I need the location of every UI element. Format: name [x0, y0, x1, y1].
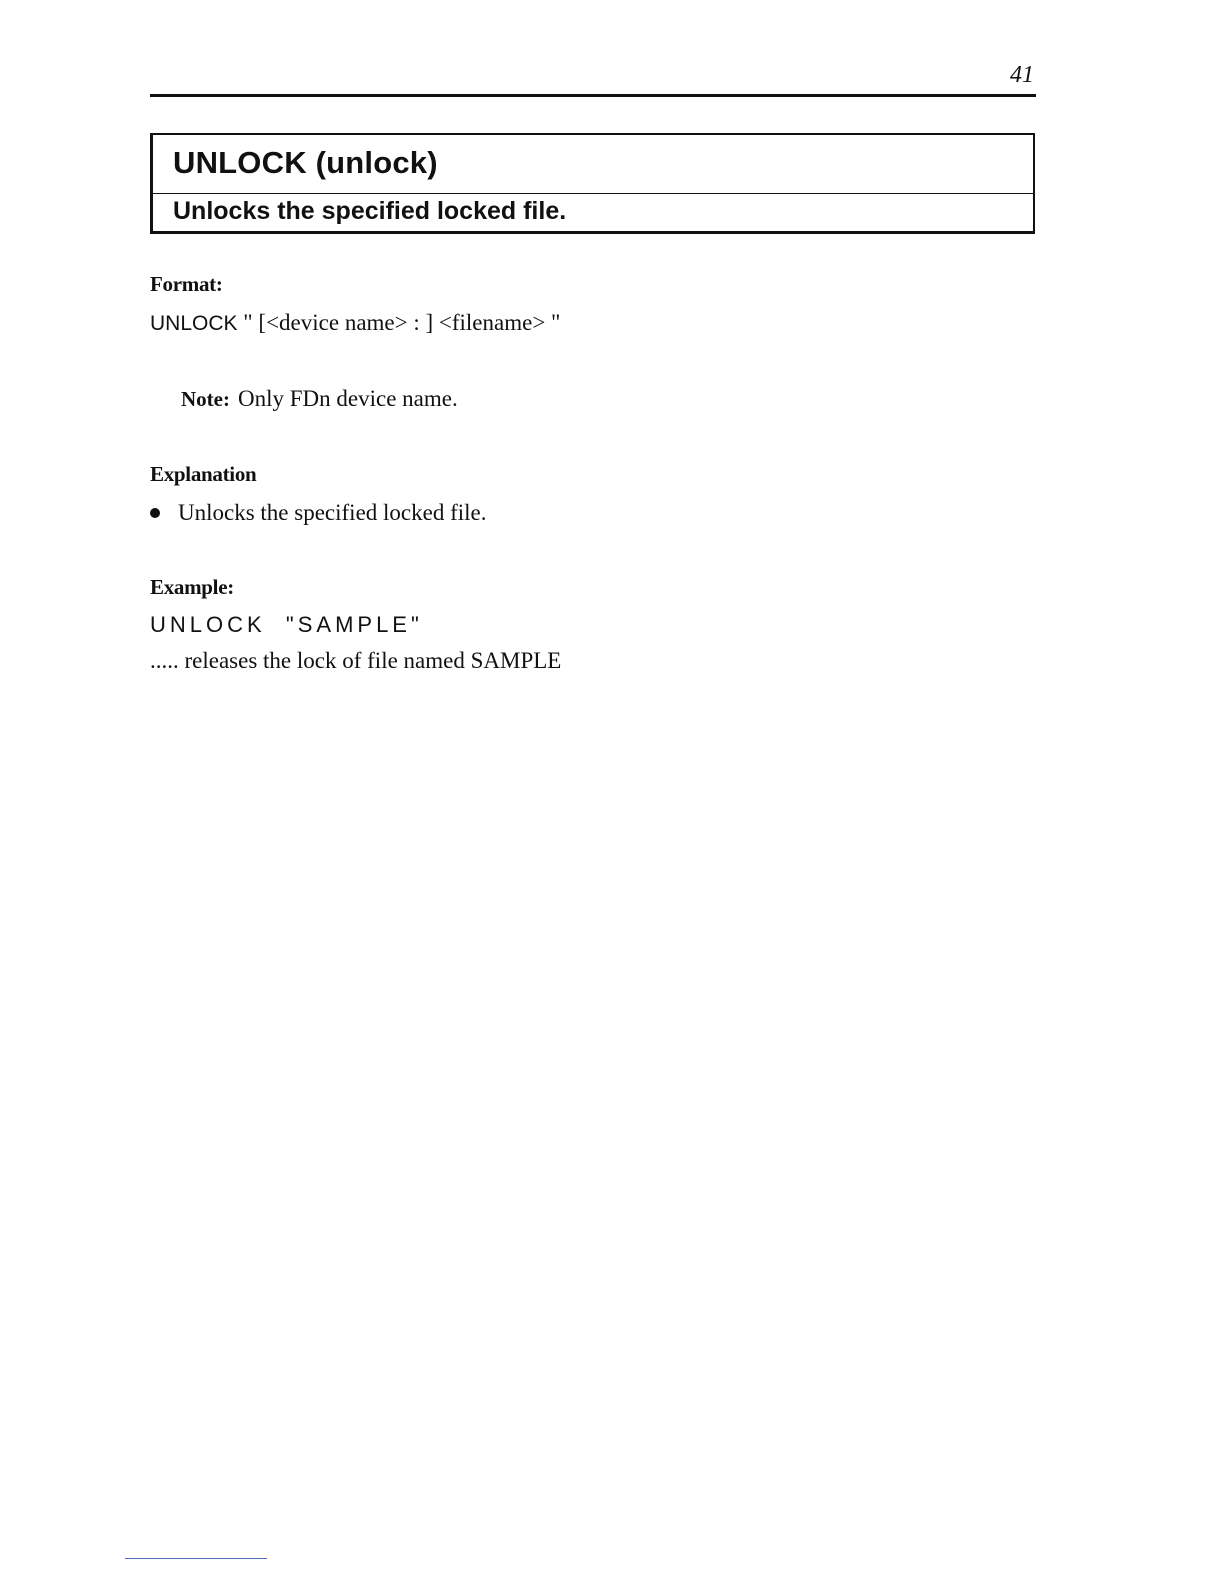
title-box [150, 133, 1035, 234]
format-note [181, 386, 458, 412]
format-syntax-line [150, 310, 560, 336]
title-divider [153, 193, 1033, 194]
note-label: Note: [181, 387, 230, 411]
format-syntax: " [<device name> : ] <filename> " [237, 310, 561, 335]
top-rule [150, 94, 1036, 97]
bottom-rule [125, 1558, 267, 1559]
format-keyword: UNLOCK [150, 312, 238, 335]
explanation-heading: Explanation [150, 462, 257, 486]
example-description: ..... releases the lock of file named SAMPLE [150, 648, 562, 673]
format-heading: Format: [150, 272, 223, 296]
explanation-bullet [150, 500, 486, 526]
example-heading: Example: [150, 575, 234, 599]
page-subtitle: Unlocks the specified locked file. [173, 197, 567, 225]
bullet-icon [150, 508, 160, 518]
page-number: 41 [1010, 62, 1034, 88]
explanation-bullet-text: Unlocks the specified locked file. [178, 500, 487, 525]
note-text: Only FDn device name. [237, 386, 458, 411]
example-code: UNLOCK "SAMPLE" [150, 612, 423, 637]
page-title: UNLOCK (unlock) [173, 145, 438, 180]
